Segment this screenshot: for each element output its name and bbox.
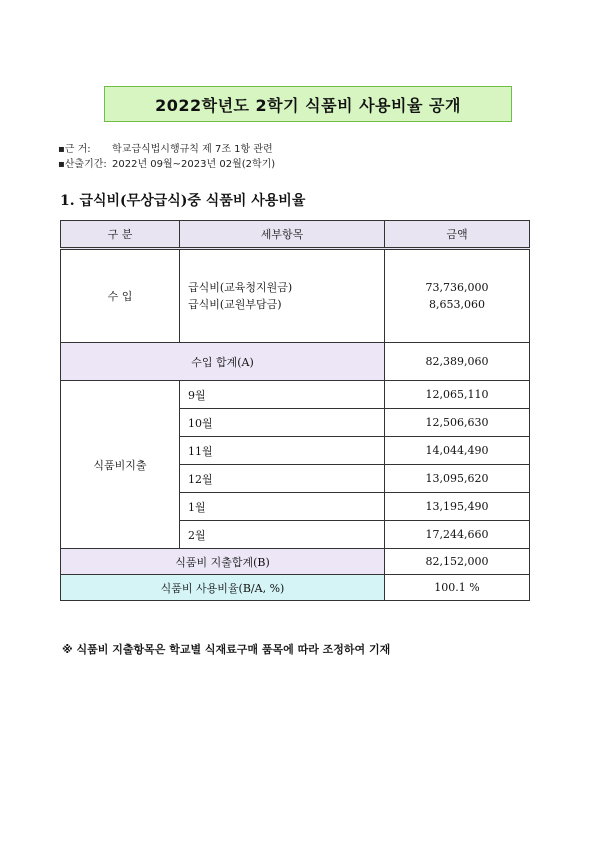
section-title: 1. 급식비(무상급식)중 식품비 사용비율: [60, 193, 306, 209]
period-value: 2022년 09월~2023년 02월(2학기): [112, 159, 276, 170]
expense-total-row: [61, 549, 530, 575]
expense-total-label: 식품비 지출합계(B): [61, 549, 385, 575]
basis-value: 학교급식법시행규칙 제 7조 1항 관련: [112, 144, 273, 155]
food-cost-table: [60, 220, 530, 601]
ratio-label: 식품비 사용비율(B/A, %): [61, 575, 385, 601]
expense-month: 12월: [180, 465, 385, 493]
period-label: ▪산출기간:: [58, 159, 107, 170]
expense-amount: 12,065,110: [385, 381, 530, 409]
document-title: 2022학년도 2학기 식품비 사용비율 공개: [104, 86, 512, 122]
ratio-row: [61, 575, 530, 601]
expense-amount: 12,506,630: [385, 409, 530, 437]
expense-amount: 13,195,490: [385, 493, 530, 521]
expense-amount: 13,095,620: [385, 465, 530, 493]
period-line: [58, 155, 275, 170]
expense-month: 11월: [180, 437, 385, 465]
expense-amount: 17,244,660: [385, 521, 530, 549]
income-items: [180, 249, 385, 343]
expense-amount: 14,044,490: [385, 437, 530, 465]
basis-label: ▪근 거:: [58, 144, 91, 155]
expense-month: 10월: [180, 409, 385, 437]
expense-label: 식품비지출: [61, 381, 180, 549]
table-header-row: [61, 221, 530, 249]
income-item-amount: 73,736,000: [425, 281, 489, 294]
income-item-amount: 8,653,060: [429, 298, 485, 311]
expense-month: 1월: [180, 493, 385, 521]
income-row: [61, 249, 530, 343]
income-item-name: 급식비(교육청지원금): [188, 281, 293, 294]
footnote: ※ 식품비 지출항목은 학교별 식재료구매 품목에 따라 조정하여 기재: [62, 643, 391, 656]
header-detail: 세부항목: [180, 221, 385, 249]
expense-total-amount: 82,152,000: [385, 549, 530, 575]
income-total-row: [61, 343, 530, 381]
ratio-value: 100.1 %: [385, 575, 530, 601]
header-category: 구 분: [61, 221, 180, 249]
header-amount: 금액: [385, 221, 530, 249]
income-total-amount: 82,389,060: [385, 343, 530, 381]
basis-line: [58, 140, 273, 155]
table-row: [61, 381, 530, 409]
income-amounts: [385, 249, 530, 343]
expense-month: 9월: [180, 381, 385, 409]
income-label: 수 입: [61, 249, 180, 343]
income-total-label: 수입 합계(A): [61, 343, 385, 381]
expense-month: 2월: [180, 521, 385, 549]
income-item-name: 급식비(교원부담금): [188, 298, 282, 311]
